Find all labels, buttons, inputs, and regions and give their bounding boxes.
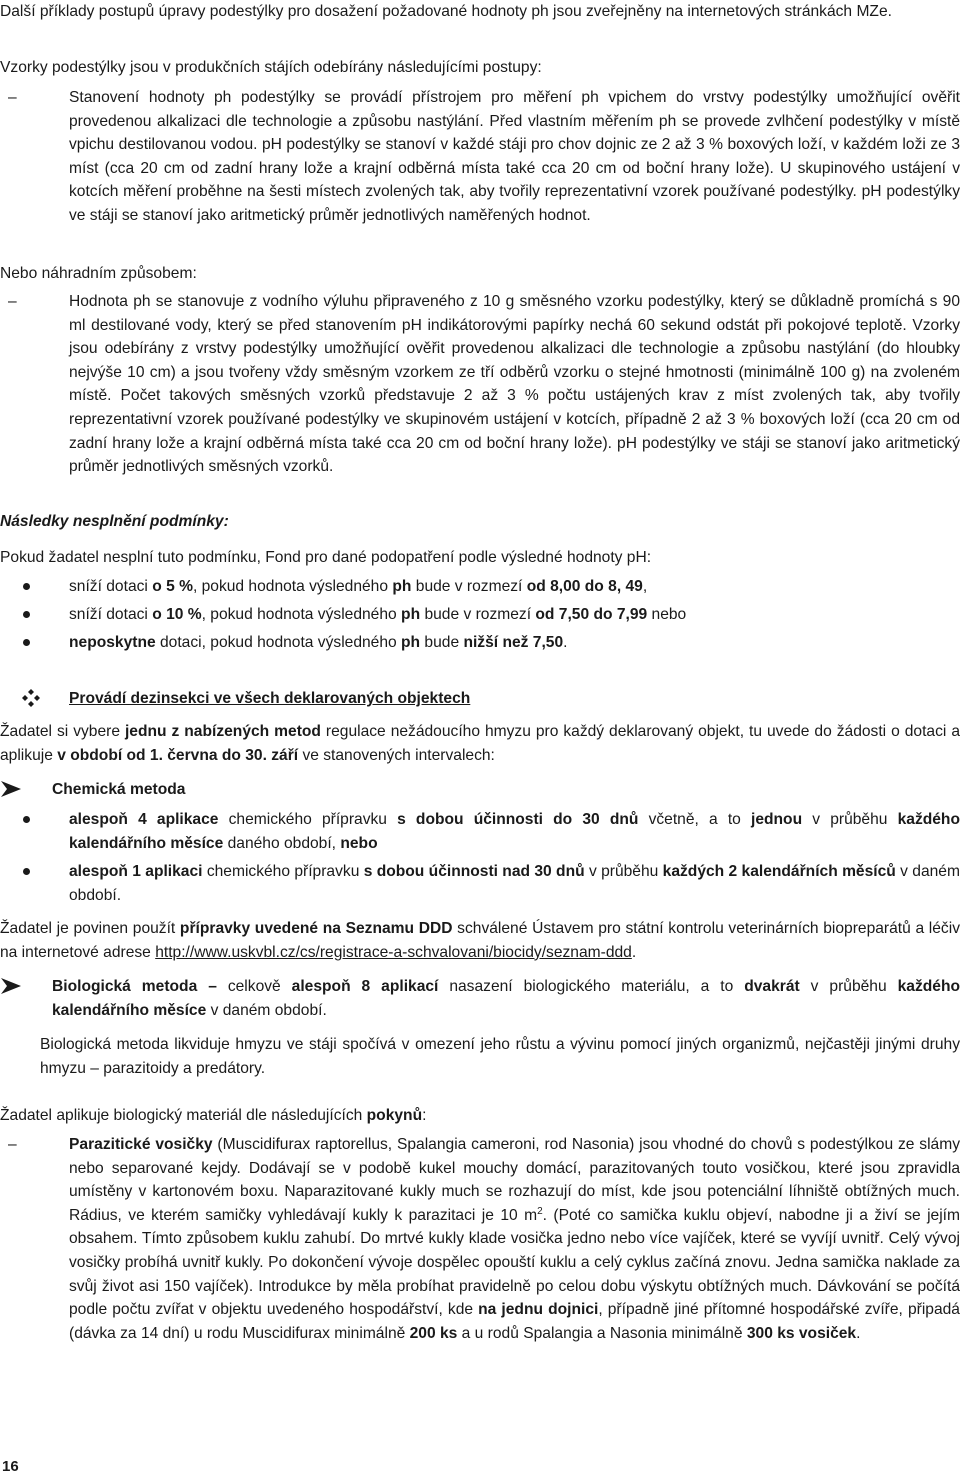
- bullet-dot-icon: [23, 583, 30, 590]
- disinsection-heading: Provádí dezinsekci ve všech deklarovaných objektech: [69, 690, 471, 707]
- parasitic-wasps-text: Parazitické vosičky (Muscidifurax raptorellus, Spalangia cameroni, rod Nasonia) jsou vhodné do chovů s podestýlkou ze slámy nebo separované kejdy. Dodávají se v podobě kukel mouchy domácí, parazitovaných touto vosičkou, které jsou zpravidla umístěny v kartonovém boxu. Naparazitované kukly much se rozhazují do míst, kde jsou potenciální líhniště obtížných much. Rádius, ve kterém samičky vyhledávají kukly k parazitaci je 10 $m^2$. (Poté co samička kuklu objeví, nabodne ji a živí se jejím obsahem. Tímto způsobem kuklu zahubí. Do mrtvé kukly klade vosička jedno nebo více vajíček, které se vyvíjí uvnitř. Celý vývoj vosičky probíhá uvnitř kukly. Po dokončení vývoje dospělec opouští kuklu a celý cyklus začíná znovu. Jedna samička naklade za svůj život asi 150 vajíček). Introdukce by měla probíhat pravidelně po celou dobu výskytu obtížných much. Dávkování se počítá podle počtu zvířat v objektu uvedeného hospodářství, kde na jednu dojnici, případně jiné přítomné hospodářské zvíře, připadá (dávka za 14 dní) u rodu Muscidifurax minimálně 200 ks a u rodů Spalangia a Nasonia minimálně 300 ks vosiček.: [69, 1136, 960, 1342]
- intro-paragraph: Další příklady postupů úpravy podestýlky pro dosažení požadované hodnoty ph jsou zveřejněny na internetových stránkách MZe.: [0, 3, 892, 20]
- biological-method-text: Biologická metoda – celkově alespoň 8 aplikací nasazení biologického materiálu, a to dvakrát v průběhu každého kalendářního měsíce v daném období.: [52, 978, 960, 1019]
- biological-method-item: [0, 975, 960, 1022]
- bullet-dot-icon: [23, 639, 30, 646]
- bullet-dot-icon: [23, 611, 30, 618]
- arrowhead-bullet-icon: [0, 975, 22, 997]
- alternative-method-item: [0, 290, 960, 479]
- dash-marker: –: [8, 293, 17, 310]
- measurement-method-text: Stanovení hodnoty ph podestýlky se provádí přístrojem pro měření ph vpichem do vrstvy podestýlky umožňující ověřit provedenou alkalizaci dle technologie a způsobu nastýlání. Před vlastním měřením ph se provede zvlhčení podestýlky v místě vpichu destilovanou vodou. pH podestýlky se stanoví v každé stáji pro chov dojnic ze 2 až 3 % boxových loží, v každém loži ze 3 míst (cca 20 cm od zadní hrany lože a krajní odběrná místa také cca 20 cm od boční hrany lože). U skupinového ustájení v kotcích měření proběhne na šesti místech zvolených tak, aby tvořily reprezentativní vzorek používané podestýlky. pH podestýlky ve stáji se stanoví jako aritmetický průměr jednotlivých naměřených hodnot.: [69, 89, 960, 224]
- chemical-method-heading-item: [0, 778, 960, 802]
- chemical-bullet-text: alespoň 1 aplikaci chemického přípravku s dobou účinnosti nad 30 dnů v průběhu každých 2 kalendářních měsíců v daném období.: [69, 863, 960, 904]
- disinsection-heading-item: [0, 687, 960, 711]
- alternative-method-text: Hodnota ph se stanovuje z vodního výluhu připraveného z 10 g směsného vzorku podestýlky, který se důkladně promíchá s 90 ml destilované vody, který se před stanovením pH indikátorovými papírky nechá 60 sekund odstát při pokojové teplotě. Vzorky jsou odebírány z vrstvy podestýlky umožňující ověřit provedenou alkalizaci dle technologie a způsobu nastýlání (do hloubky nejvýše 10 cm) a jsou tvořeny vždy směsným vzorkem ze tří odběrů vzorku o stejné hmotnosti (minimálně 100 g) na zvoleném místě. Počet takových směsných vzorků představuje 2 až 3 % počtu ustájených krav z míst zvolených tak, aby tvořily reprezentativní vzorek používané podestýlky ve skupinovém ustájení v kotcích, případně 2 až 3 % boxových loží (cca 20 cm od zadní hrany lože a krajní odběrná místa také cca 20 cm od boční hrany lože). pH podestýlky ve stáji se stanoví jako aritmetický průměr jednotlivých směsných vzorků.: [69, 293, 960, 476]
- ph-bullet-text: neposkytne dotaci, pokud hodnota výsledného ph bude nižší než 7,50.: [69, 634, 568, 651]
- four-diamond-bullet-icon: [22, 689, 40, 707]
- bullet-dot-icon: [23, 868, 30, 875]
- dash-marker: –: [8, 89, 17, 106]
- ph-bullet-item: [0, 631, 960, 655]
- chemical-bullet-text: alespoň 4 aplikace chemického přípravku s dobou účinnosti do 30 dnů včetně, a to jednou v průběhu každého kalendářního měsíce daného období, nebo: [69, 811, 960, 852]
- ph-bullet-text: sníží dotaci o 10 %, pokud hodnota výsledného ph bude v rozmezí od 7,50 do 7,99 nebo: [69, 606, 687, 623]
- ph-bullet-text: sníží dotaci o 5 %, pokud hodnota výsledného ph bude v rozmezí od 8,00 do 8, 49,: [69, 578, 648, 595]
- biological-description: Biologická metoda likviduje hmyzu ve stáji spočívá v omezení jeho růstu a vývinu pomocí jiných organizmů, nejčastěji jinými druhy hmyzu – parazitoidy a predátory.: [40, 1036, 960, 1077]
- alternative-method-intro: Nebo náhradním způsobem:: [0, 265, 197, 282]
- samples-intro: Vzorky podestýlky jsou v produkčních stájích odebírány následujícími postupy:: [0, 59, 542, 76]
- arrowhead-bullet-icon: [0, 778, 22, 800]
- instructions-intro: Žadatel aplikuje biologický materiál dle následujících pokynů:: [0, 1107, 427, 1124]
- method-choice-paragraph: Žadatel si vybere jednu z nabízených metod regulace nežádoucího hmyzu pro každý deklarovaný objekt, tu uvede do žádosti o dotaci a aplikuje v období od 1. června do 30. září ve stanovených intervalech:: [0, 723, 960, 764]
- dash-marker: –: [8, 1136, 17, 1153]
- ph-bullet-item: [0, 575, 960, 599]
- parasitic-wasps-item: [0, 1133, 960, 1345]
- chemical-bullet-item: [0, 808, 960, 855]
- ddd-list-link[interactable]: http://www.uskvbl.cz/cs/registrace-a-schvalovani/biocidy/seznam-ddd: [155, 943, 632, 961]
- chemical-bullet-item: [0, 860, 960, 907]
- ph-bullet-item: [0, 603, 960, 627]
- page-number: 16: [2, 1458, 19, 1475]
- measurement-method-item: [0, 86, 960, 228]
- ddd-list-paragraph: Žadatel je povinen použít přípravky uvedené na Seznamu DDD schválené Ústavem pro státní kontrolu veterinárních biopreparátů a léčiv na internetové adrese http://www.uskvbl.cz/cs/registrace-a-schvalovani/biocidy/seznam-ddd.: [0, 920, 960, 961]
- consequences-intro: Pokud žadatel nesplní tuto podmínku, Fond pro dané podopatření podle výsledné hodnoty pH:: [0, 549, 652, 566]
- bullet-dot-icon: [23, 816, 30, 823]
- chemical-method-heading: Chemická metoda: [52, 781, 186, 798]
- consequences-heading: Následky nesplnění podmínky:: [0, 513, 229, 530]
